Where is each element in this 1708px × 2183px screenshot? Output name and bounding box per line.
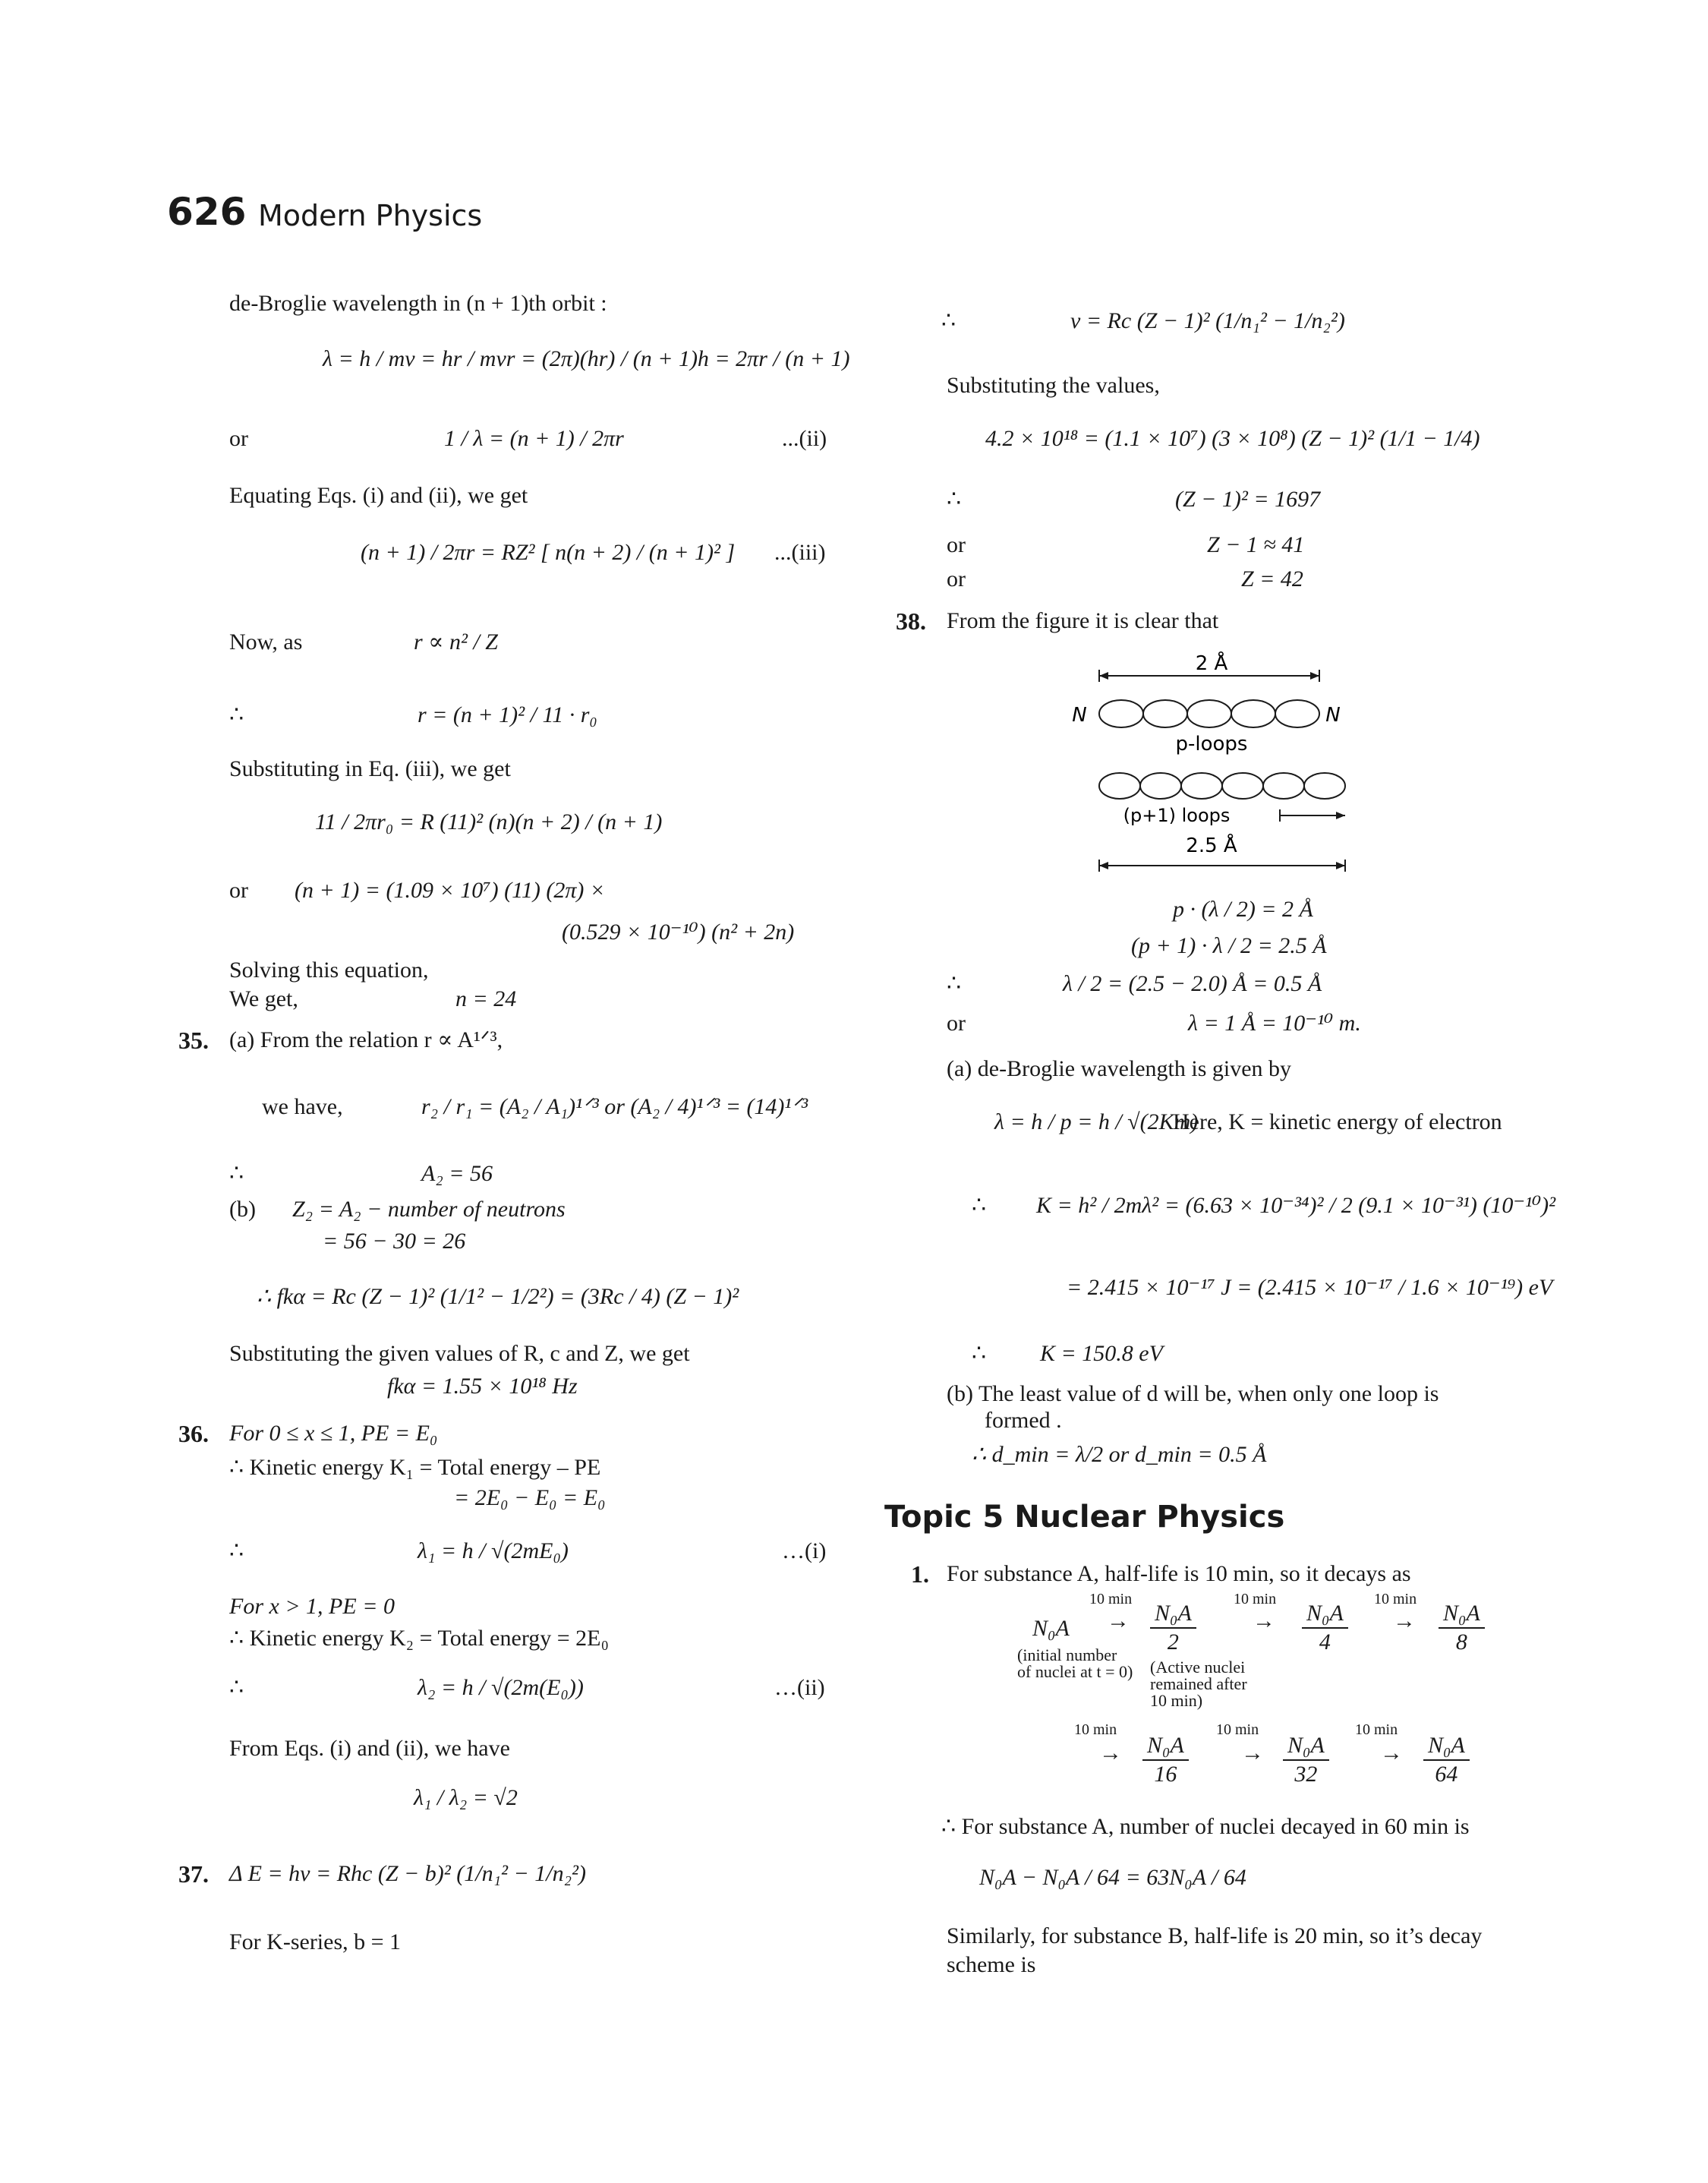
text-line: We get, xyxy=(229,986,298,1011)
text-line: Solving this equation, xyxy=(229,957,429,983)
text-line: de-Broglie wavelength in (n + 1)th orbit : xyxy=(229,291,607,316)
note-text: (Active nuclei xyxy=(1150,1658,1246,1677)
fraction-denominator: 16 xyxy=(1154,1762,1177,1787)
equation: λ / 2 = (2.5 − 2.0) Å = 0.5 Å xyxy=(1063,971,1322,996)
equation: ∴ fkα = Rc (Z − 1)² (1/1² − 1/2²) = (3Rc / 4) (Z − 1)² xyxy=(257,1284,739,1309)
equation: 1 / λ = (n + 1) / 2πr xyxy=(444,426,624,451)
therefore-symbol: ∴ xyxy=(229,702,244,727)
fraction xyxy=(1150,1600,1196,1656)
fig-p-loops-label: p-loops xyxy=(1175,733,1248,756)
fig-n-left: N xyxy=(1072,704,1087,727)
equation: Z − 1 ≈ 41 xyxy=(1207,532,1305,557)
fraction xyxy=(1423,1732,1470,1788)
fig-bottom-label: 2.5 Å xyxy=(1186,834,1237,857)
text-line: or xyxy=(229,426,248,451)
equation: = 2E₀ − E₀ = E₀ xyxy=(454,1485,606,1510)
equation-tag: ...(ii) xyxy=(782,426,827,451)
fraction-numerator: N₀A xyxy=(1150,1600,1196,1629)
arrow-icon: → xyxy=(1099,1740,1122,1765)
equation: λ = h / mv = hr / mvr = (2π)(hr) / (n + 1)h = 2πr / (n + 1) xyxy=(323,346,850,371)
fraction xyxy=(1439,1600,1485,1656)
therefore-symbol: ∴ xyxy=(941,308,956,333)
text-line: ∴ Kinetic energy K₂ = Total energy = 2E₀ xyxy=(229,1626,609,1651)
fraction-numerator: N₀A xyxy=(1283,1732,1329,1761)
equation-tag: …(ii) xyxy=(774,1675,825,1700)
fraction-numerator: N₀A xyxy=(1439,1600,1485,1629)
fraction-numerator: N₀A xyxy=(1302,1600,1348,1629)
text-line: Substituting the given values of R, c and Z, we get xyxy=(229,1341,690,1366)
equation: = 2.415 × 10⁻¹⁷ J = (2.415 × 10⁻¹⁷ / 1.6 × 10⁻¹⁹) eV xyxy=(1067,1275,1553,1300)
equation: r = (n + 1)² / 11 · r₀ xyxy=(418,702,597,727)
arrow-label: 10 min xyxy=(1355,1721,1398,1738)
arrow-label: 10 min xyxy=(1216,1721,1259,1738)
n0a-initial: N₀A xyxy=(1032,1616,1070,1641)
equation: r ∝ n² / Z xyxy=(414,629,498,655)
equation: fkα = 1.55 × 10¹⁸ Hz xyxy=(387,1374,578,1399)
loops-diagram xyxy=(1063,645,1382,873)
equation: n = 24 xyxy=(455,986,517,1011)
fraction-denominator: 8 xyxy=(1455,1629,1467,1655)
p-loops-row xyxy=(1099,700,1319,727)
arrow-icon: → xyxy=(1253,1608,1275,1633)
fraction-denominator: 2 xyxy=(1167,1629,1179,1655)
equation: (n + 1) = (1.09 × 10⁷) (11) (2π) × xyxy=(295,878,606,903)
text-line: or xyxy=(947,566,966,591)
chapter-title: Modern Physics xyxy=(258,199,483,232)
equation: K = 150.8 eV xyxy=(1040,1341,1163,1366)
text-line: scheme is xyxy=(947,1952,1036,1977)
text-line: For K-series, b = 1 xyxy=(229,1929,402,1954)
equation: λ₁ = h / √(2mE₀) xyxy=(418,1538,569,1563)
equation: Δ E = hν = Rhc (Z − b)² (1/n₁² − 1/n₂²) xyxy=(229,1861,586,1886)
section-heading: Topic 5 Nuclear Physics xyxy=(884,1500,1285,1535)
equation: λ = 1 Å = 10⁻¹⁰ m. xyxy=(1188,1011,1361,1036)
equation: ν = Rc (Z − 1)² (1/n₁² − 1/n₂²) xyxy=(1070,308,1345,333)
text-line: Substituting in Eq. (iii), we get xyxy=(229,756,511,781)
fraction xyxy=(1302,1600,1348,1656)
equation: A₂ = 56 xyxy=(421,1161,493,1186)
arrow-label: 10 min xyxy=(1089,1591,1133,1607)
equation: Z₂ = A₂ − number of neutrons xyxy=(292,1197,566,1222)
fig-p1-loops-label: (p+1) loops xyxy=(1123,805,1231,826)
equation: (n + 1) / 2πr = RZ² [ n(n + 2) / (n + 1)² ] xyxy=(361,540,736,565)
fraction-numerator: N₀A xyxy=(1142,1732,1189,1761)
question-number: 1. xyxy=(911,1560,929,1588)
text-line: (a) From the relation r ∝ A¹ᐟ³, xyxy=(229,1027,503,1052)
fraction-denominator: 64 xyxy=(1435,1762,1458,1787)
text-line: Now, as xyxy=(229,629,303,655)
text-line: From the figure it is clear that xyxy=(947,608,1219,633)
text-line: or xyxy=(947,1011,966,1036)
part-label: (b) xyxy=(229,1197,256,1222)
arrow-label: 10 min xyxy=(1374,1591,1417,1607)
text-line: or xyxy=(229,878,248,903)
text-line: For substance A, half-life is 10 min, so it decays as xyxy=(947,1561,1411,1586)
equation: For x > 1, PE = 0 xyxy=(229,1594,395,1619)
therefore-symbol: ∴ xyxy=(229,1538,244,1563)
therefore-symbol: ∴ xyxy=(972,1193,987,1218)
equation: λ = h / p = h / √(2Km) xyxy=(994,1109,1199,1134)
text-line: Equating Eqs. (i) and (ii), we get xyxy=(229,483,528,508)
equation: ∴ d_min = λ/2 or d_min = 0.5 Å xyxy=(972,1442,1267,1467)
page-number: 626 xyxy=(167,190,247,234)
equation: Z = 42 xyxy=(1241,566,1303,591)
arrow-label: 10 min xyxy=(1074,1721,1117,1738)
question-number: 38. xyxy=(896,607,926,635)
therefore-symbol: ∴ xyxy=(972,1341,987,1366)
arrow-label: 10 min xyxy=(1234,1591,1277,1607)
p1-loops-row xyxy=(1099,773,1345,799)
fraction-numerator: N₀A xyxy=(1423,1732,1470,1761)
arrow-icon: → xyxy=(1393,1608,1416,1633)
text-line: Similarly, for substance B, half-life is 20 min, so it’s decay xyxy=(947,1923,1483,1948)
equation: λ₁ / λ₂ = √2 xyxy=(414,1785,518,1810)
therefore-symbol: ∴ xyxy=(229,1161,244,1186)
note-text: (initial number xyxy=(1017,1645,1117,1664)
equation-tag: …(i) xyxy=(782,1538,827,1563)
equation: p · (λ / 2) = 2 Å xyxy=(1173,897,1313,922)
equation-tag: ...(iii) xyxy=(774,540,826,565)
equation: N₀A − N₀A / 64 = 63N₀A / 64 xyxy=(979,1865,1246,1890)
arrow-icon: → xyxy=(1107,1608,1130,1633)
therefore-symbol: ∴ xyxy=(947,487,962,512)
note-text: 10 min) xyxy=(1150,1691,1203,1710)
therefore-symbol: ∴ xyxy=(947,971,962,996)
therefore-symbol: ∴ xyxy=(229,1675,244,1700)
fraction xyxy=(1283,1732,1329,1788)
question-number: 37. xyxy=(178,1860,209,1888)
fraction-denominator: 4 xyxy=(1319,1629,1331,1655)
loops-figure xyxy=(1063,645,1382,873)
equation: 11 / 2πr₀ = R (11)² (n)(n + 2) / (n + 1) xyxy=(315,809,663,834)
fraction-denominator: 32 xyxy=(1294,1762,1318,1787)
equation: (0.529 × 10⁻¹⁰) (n² + 2n) xyxy=(562,920,795,945)
fraction xyxy=(1142,1732,1189,1788)
text-line: or xyxy=(947,532,966,557)
text-line: (b) The least value of d will be, when only one loop is xyxy=(947,1381,1439,1406)
text-line: formed . xyxy=(985,1408,1062,1433)
equation: λ₂ = h / √(2m(E₀)) xyxy=(418,1675,584,1700)
equation: (p + 1) · λ / 2 = 2.5 Å xyxy=(1131,933,1327,958)
question-number: 35. xyxy=(178,1027,209,1054)
text-line: (a) de-Broglie wavelength is given by xyxy=(947,1056,1292,1081)
equation: K = h² / 2mλ² = (6.63 × 10⁻³⁴)² / 2 (9.1 × 10⁻³¹) (10⁻¹⁰)² xyxy=(1036,1193,1556,1218)
fig-n-right: N xyxy=(1325,704,1341,727)
equation: r₂ / r₁ = (A₂ / A₁)¹ᐟ³ or (A₂ / 4)¹ᐟ³ = (14)¹ᐟ³ xyxy=(421,1094,808,1119)
decay-scheme xyxy=(1017,1591,1503,1796)
arrow-icon: → xyxy=(1380,1740,1403,1765)
text-line: From Eqs. (i) and (ii), we have xyxy=(229,1736,510,1761)
arrow-icon: → xyxy=(1241,1740,1264,1765)
question-number: 36. xyxy=(178,1420,209,1447)
equation: 4.2 × 10¹⁸ = (1.1 × 10⁷) (3 × 10⁸) (Z − 1)² (1/1 − 1/4) xyxy=(985,426,1480,451)
text-line: ∴ For substance A, number of nuclei decayed in 60 min is xyxy=(941,1814,1470,1839)
text-line: Substituting the values, xyxy=(947,373,1160,398)
equation: (Z − 1)² = 1697 xyxy=(1175,487,1321,512)
equation: = 56 − 30 = 26 xyxy=(323,1229,466,1254)
note-text: of nuclei at t = 0) xyxy=(1017,1662,1133,1681)
text-line: ∴ Kinetic energy K₁ = Total energy – PE xyxy=(229,1455,601,1480)
note-text: remained after xyxy=(1150,1674,1247,1693)
equation: For 0 ≤ x ≤ 1, PE = E₀ xyxy=(229,1421,438,1446)
text-line: Here, K = kinetic energy of electron xyxy=(1173,1109,1502,1134)
fig-top-label: 2 Å xyxy=(1195,652,1228,675)
text-line: we have, xyxy=(262,1094,343,1119)
